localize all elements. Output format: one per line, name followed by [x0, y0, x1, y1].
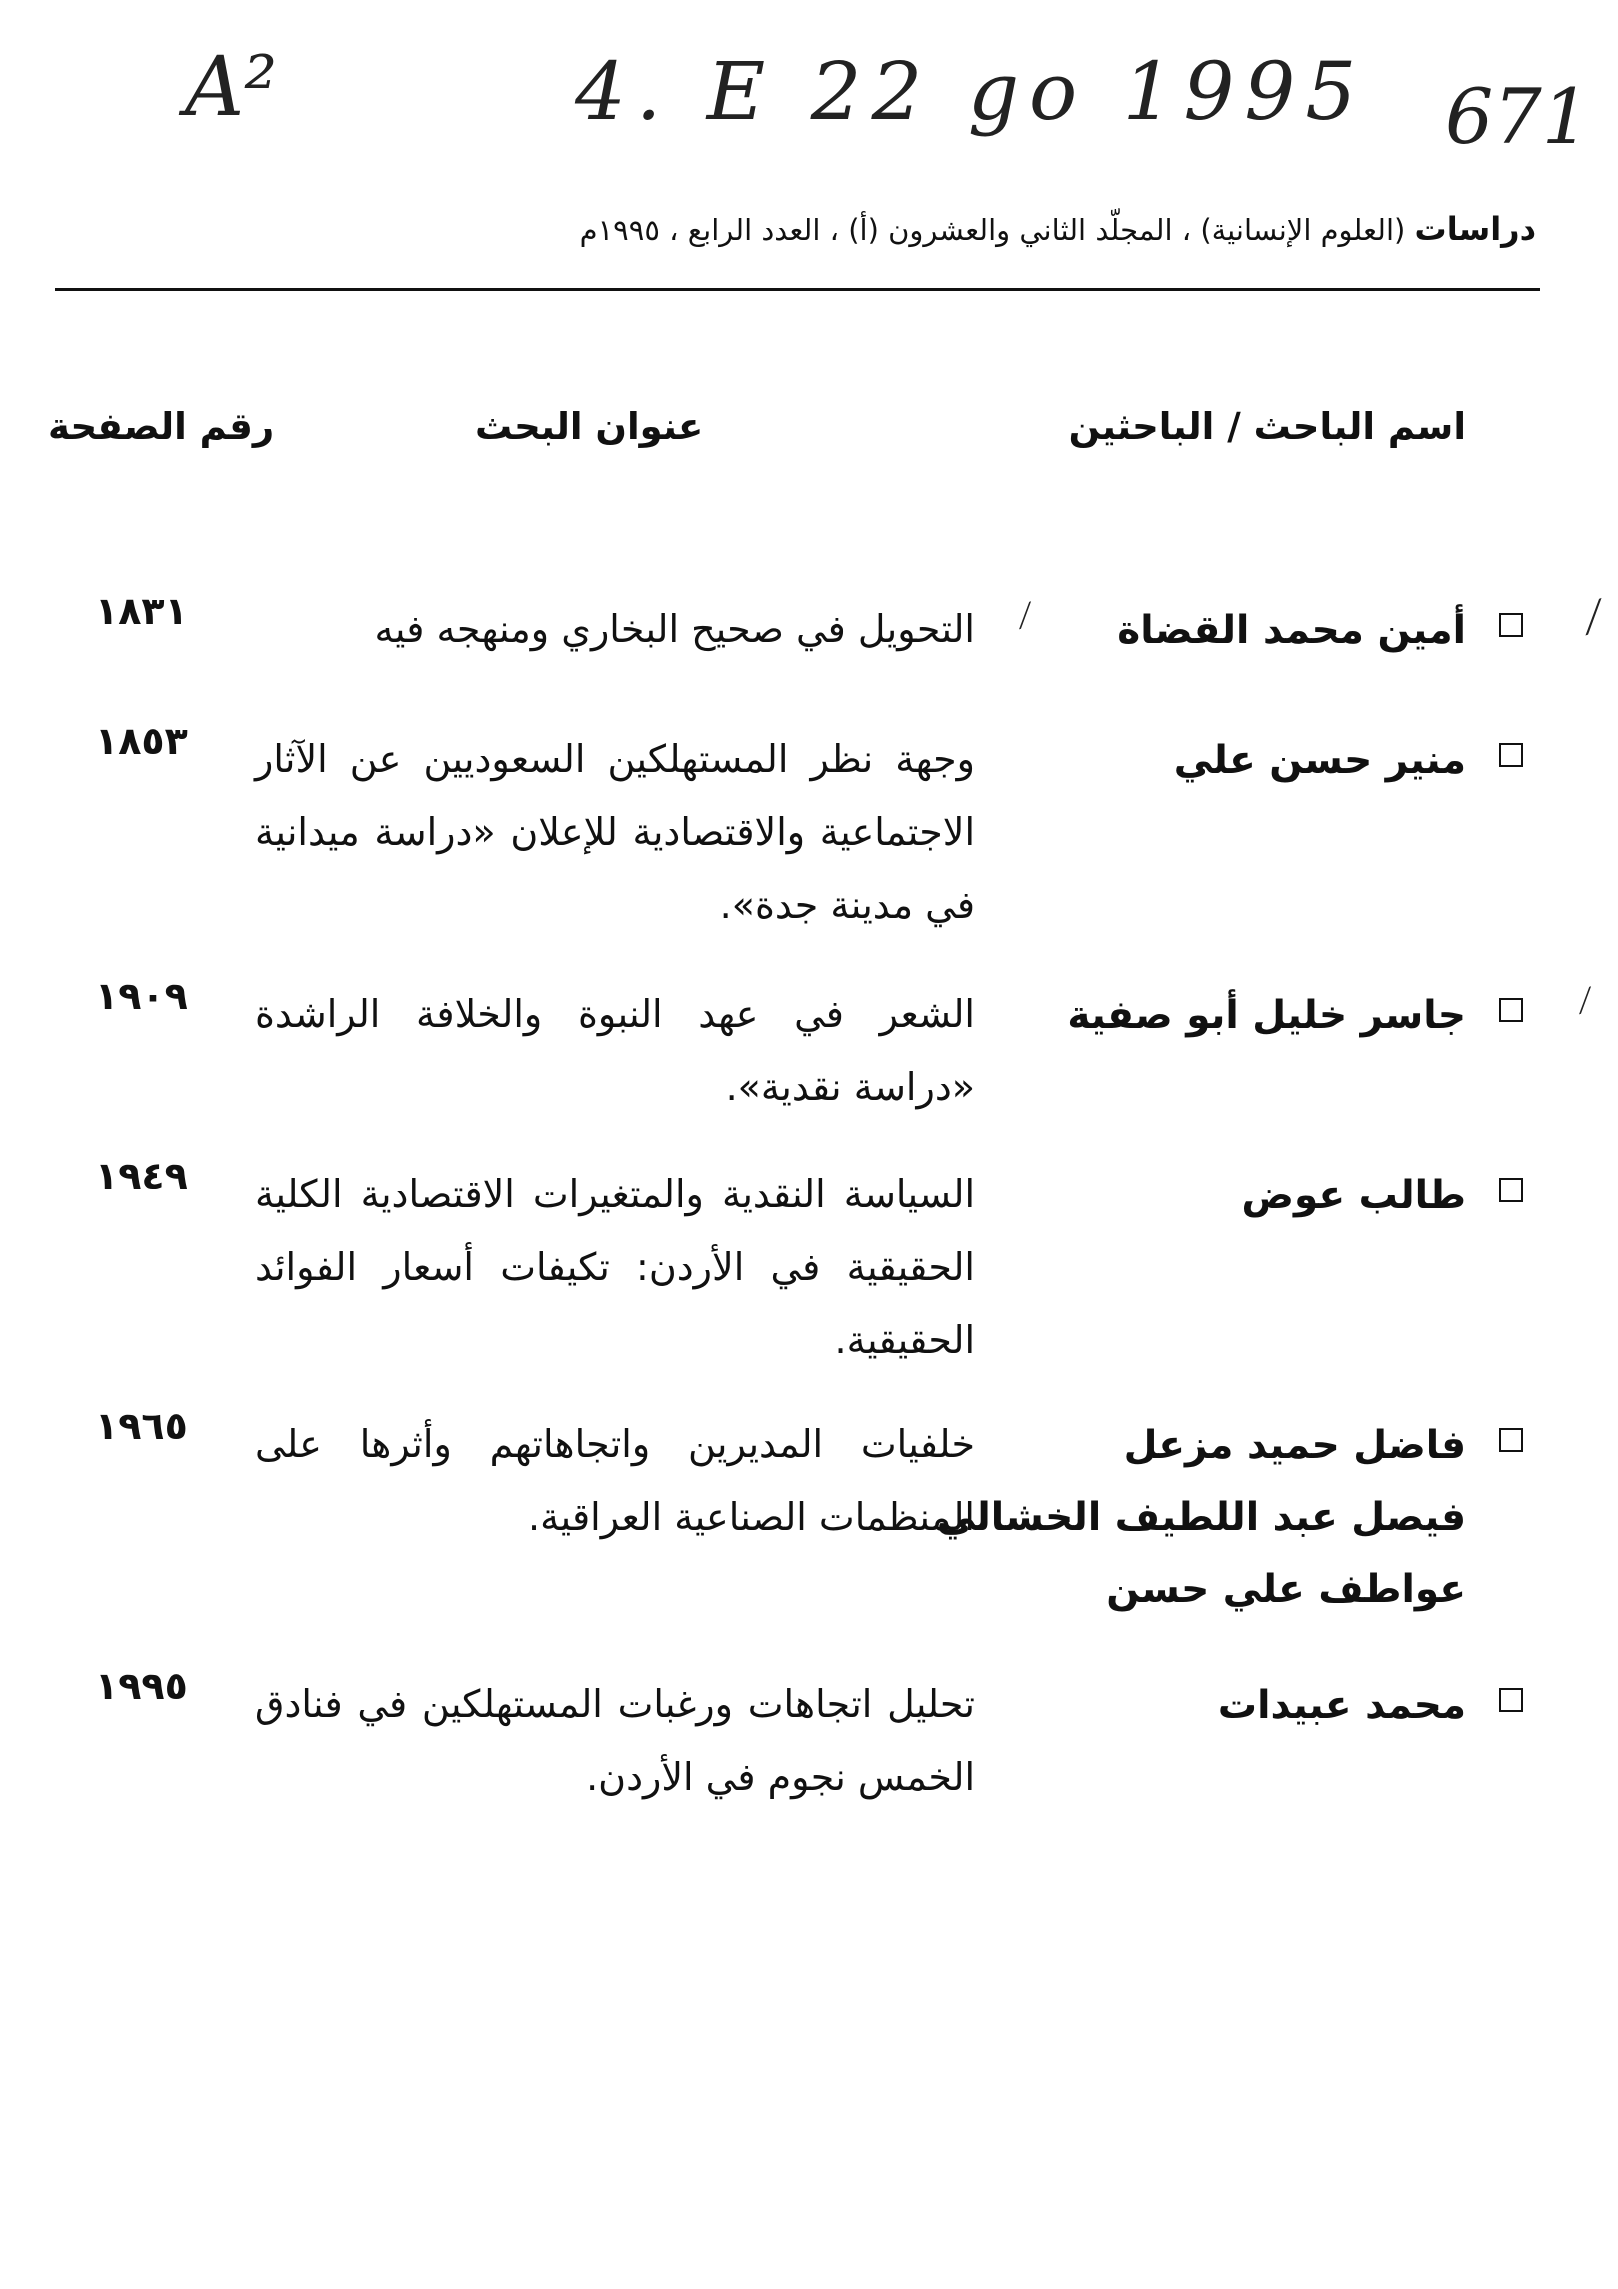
entry-page-number: ١٨٥٣ — [95, 719, 188, 763]
check-mark-icon: ⟋ — [1569, 981, 1602, 1022]
entry-row — [0, 589, 1618, 653]
author-name: فيصل عبد اللطيف الخشالي — [936, 1495, 1466, 1540]
entry-title: التحويل في صحيح البخاري ومنهجه فيه — [374, 607, 975, 651]
journal-details: (العلوم الإنسانية) ، المجلّد الثاني والعشرون (أ) ، العدد الرابع ، ١٩٩٥م — [579, 213, 1406, 247]
author-name: فاضل حميد مزعل — [1123, 1423, 1466, 1468]
entry-authors — [1218, 1670, 1466, 1742]
entry-page-number: ١٨٣١ — [95, 589, 188, 633]
author-name: عواطف علي حسن — [1106, 1567, 1466, 1612]
column-header-title: عنوان البحث — [475, 405, 704, 448]
entry-page-number: ١٩٤٩ — [95, 1154, 188, 1198]
entry-row — [0, 719, 1618, 927]
entry-title: خلفيات المديرين واتجاهاتهم وأثرها على المنظمات الصناعية العراقية. — [255, 1422, 975, 1539]
checkbox-icon — [1499, 1178, 1523, 1202]
entry-page-number: ١٩٠٩ — [95, 974, 188, 1018]
author-name: أمين محمد القضاة — [1117, 608, 1466, 653]
checkbox-icon — [1499, 998, 1523, 1022]
entry-page-number: ١٩٩٥ — [95, 1664, 188, 1708]
entry-row — [0, 1154, 1618, 1362]
check-mark-icon: ⟋ — [1572, 591, 1616, 645]
entry-row — [0, 1404, 1618, 1612]
author-name: محمد عبيدات — [1217, 1683, 1466, 1728]
author-name: جاسر خليل أبو صفية — [1067, 993, 1466, 1038]
author-name: منير حسن علي — [1173, 738, 1466, 783]
entry-title: تحليل اتجاهات ورغبات المستهلكين في فنادق الخمس نجوم في الأردن. — [255, 1682, 975, 1799]
entry-authors — [1067, 980, 1466, 1052]
entry-title: السياسة النقدية والمتغيرات الاقتصادية الكلية الحقيقية في الأردن: تكيفات أسعار الفوائد الحقيقية. — [255, 1172, 975, 1362]
entry-title: الشعر في عهد النبوة والخلافة الراشدة «دراسة نقدية». — [255, 992, 975, 1109]
journal-name: دراسات — [1414, 210, 1536, 248]
checkbox-icon — [1499, 1428, 1523, 1452]
entry-authors — [1174, 725, 1466, 797]
checkbox-icon — [1499, 1688, 1523, 1712]
check-mark-icon: ⟋ — [1009, 596, 1042, 637]
entry-authors — [937, 1410, 1466, 1626]
entry-row — [0, 1664, 1618, 1799]
entry-title: وجهة نظر المستهلكين السعوديين عن الآثار الاجتماعية والاقتصادية للإعلان «دراسة ميدانية في مدينة جدة». — [255, 737, 975, 927]
journal-header — [436, 210, 1536, 248]
checkbox-icon — [1499, 743, 1523, 767]
header-divider — [55, 288, 1540, 291]
column-header-page: رقم الصفحة — [48, 405, 275, 448]
handwritten-date: 4. E 22 go 1995 — [575, 45, 1367, 138]
checkbox-icon — [1499, 613, 1523, 637]
column-header-researcher: اسم الباحث / الباحثين — [1068, 405, 1466, 448]
author-name: طالب عوض — [1241, 1173, 1466, 1218]
handwritten-note-left: A² — [185, 40, 278, 135]
handwritten-number: 671 — [1445, 72, 1591, 161]
entry-authors — [1242, 1160, 1466, 1232]
entry-page-number: ١٩٦٥ — [95, 1404, 188, 1448]
entry-row — [0, 974, 1618, 1109]
entry-authors — [1117, 595, 1466, 667]
